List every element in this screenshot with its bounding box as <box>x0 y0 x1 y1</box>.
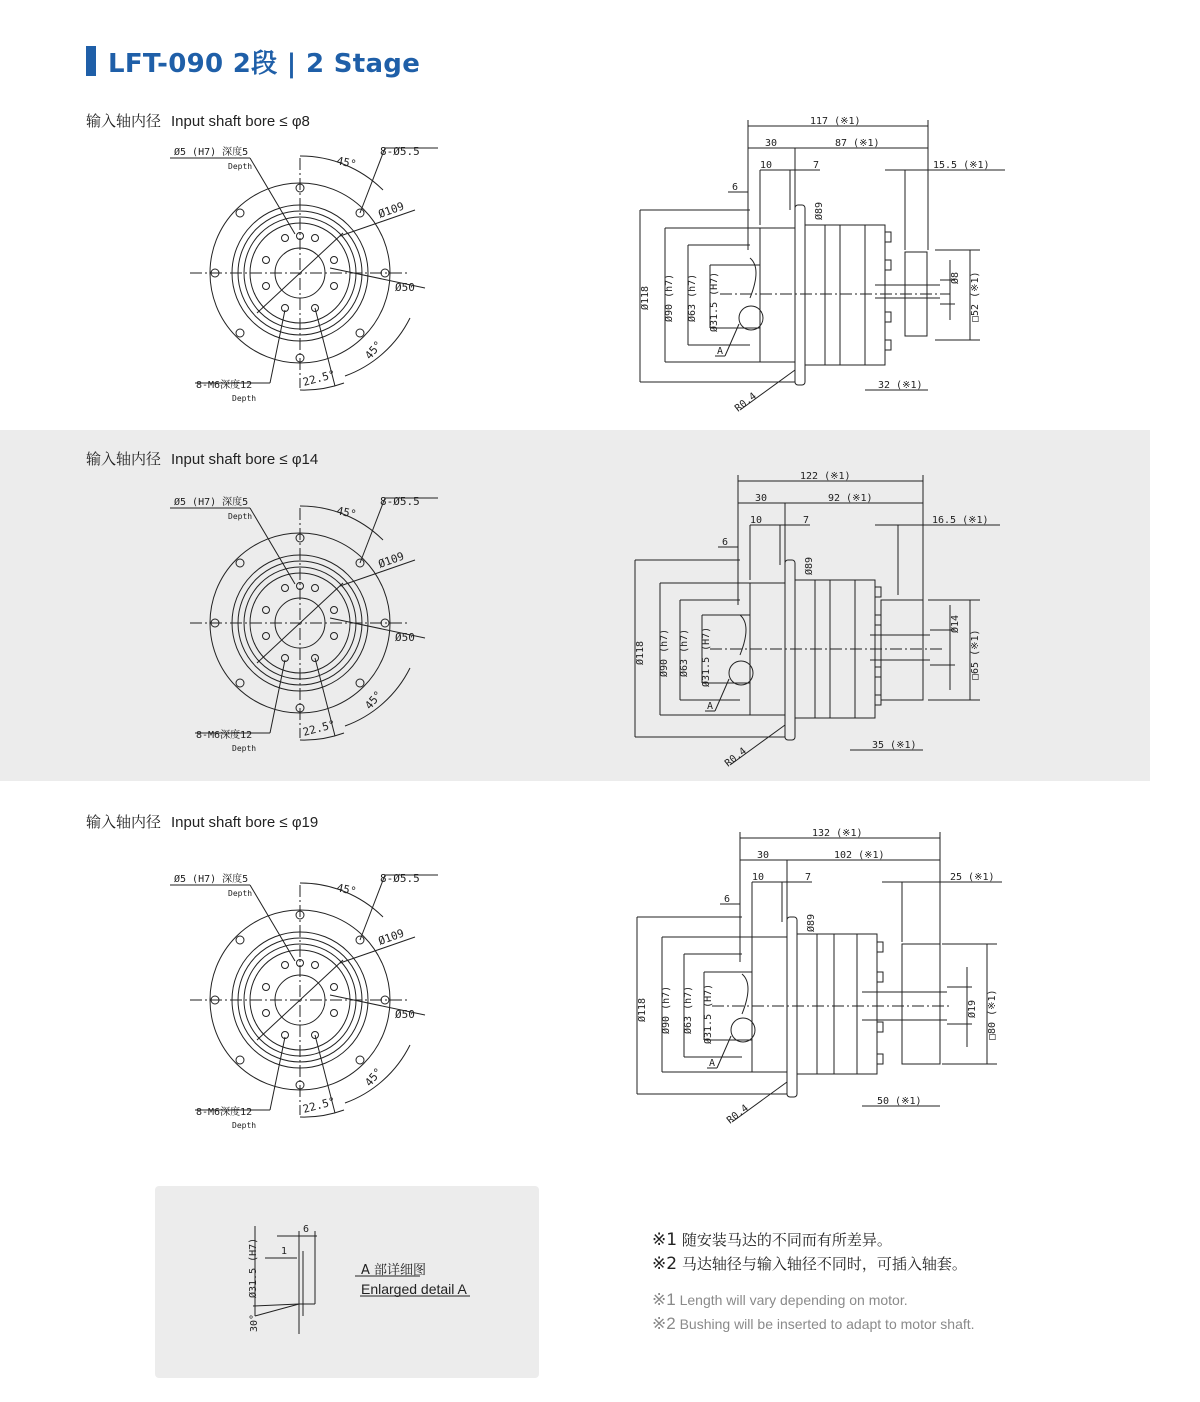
svg-text:10: 10 <box>760 160 773 171</box>
svg-text:Depth: Depth <box>228 162 253 171</box>
svg-text:6: 6 <box>303 1224 310 1235</box>
detail-a-drawing <box>235 1216 495 1346</box>
section-3-label: 输入轴内径 Input shaft bore ≤ φ19 <box>86 813 319 831</box>
svg-text:6: 6 <box>732 182 739 193</box>
section-1-label: 输入轴内径 Input shaft bore ≤ φ8 <box>86 112 310 130</box>
svg-text:6: 6 <box>724 894 731 905</box>
note-en-2: ※2 Bushing will be inserted to adapt to motor shaft. <box>652 1314 975 1333</box>
svg-text:30°: 30° <box>249 1313 260 1332</box>
svg-text:50 (※1): 50 (※1) <box>877 1096 922 1107</box>
svg-text:35 (※1): 35 (※1) <box>872 740 917 751</box>
svg-text:A: A <box>707 701 714 712</box>
svg-text:8-Ø5.5: 8-Ø5.5 <box>380 145 420 158</box>
svg-text:Ø14: Ø14 <box>950 614 961 633</box>
svg-text:Ø50: Ø50 <box>395 631 415 644</box>
svg-text:15.5 (※1): 15.5 (※1) <box>933 160 990 171</box>
note-en-1: ※1 Length will vary depending on motor. <box>652 1290 908 1309</box>
svg-text:7: 7 <box>805 872 812 883</box>
svg-text:Ø63 (h7): Ø63 (h7) <box>683 985 694 1034</box>
svg-text:□80 (※1): □80 (※1) <box>987 989 998 1040</box>
svg-text:30: 30 <box>757 850 770 861</box>
svg-text:Ø109: Ø109 <box>376 549 406 571</box>
svg-text:45°: 45° <box>362 688 386 712</box>
svg-text:25 (※1): 25 (※1) <box>950 872 995 883</box>
note-cn-1: ※1 随安装马达的不同而有所差异。 <box>652 1230 892 1250</box>
svg-text:Enlarged detail A: Enlarged detail A <box>361 1281 467 1297</box>
side-view-1 <box>620 110 1020 420</box>
svg-text:10: 10 <box>750 515 763 526</box>
svg-text:Ø89: Ø89 <box>806 913 817 932</box>
svg-text:22.5°: 22.5° <box>301 367 337 389</box>
svg-text:Ø31.5 (H7): Ø31.5 (H7) <box>701 626 712 687</box>
svg-text:8-M6深度12: 8-M6深度12 <box>196 1107 253 1118</box>
svg-text:8-M6深度12: 8-M6深度12 <box>196 730 253 741</box>
svg-text:10: 10 <box>752 872 765 883</box>
section-2-label: 输入轴内径 Input shaft bore ≤ φ14 <box>86 450 319 468</box>
front-view-2 <box>160 488 460 768</box>
svg-text:32 (※1): 32 (※1) <box>878 380 923 391</box>
svg-text:Ø63 (h7): Ø63 (h7) <box>679 628 690 677</box>
svg-text:Ø5 (H7) 深度5: Ø5 (H7) 深度5 <box>174 147 249 158</box>
svg-text:16.5 (※1): 16.5 (※1) <box>932 515 989 526</box>
title-accent-bar <box>86 46 96 76</box>
svg-text:87 (※1): 87 (※1) <box>835 138 880 149</box>
svg-text:8-Ø5.5: 8-Ø5.5 <box>380 495 420 508</box>
svg-text:Ø90 (h7): Ø90 (h7) <box>659 628 670 677</box>
note-cn-2: ※2 马达轴径与输入轴径不同时，可插入轴套。 <box>652 1254 967 1274</box>
side-view-2 <box>610 465 1010 775</box>
svg-text:117 (※1): 117 (※1) <box>810 116 861 127</box>
svg-text:Ø19: Ø19 <box>967 999 978 1018</box>
svg-text:Ø118: Ø118 <box>637 997 648 1022</box>
svg-text:30: 30 <box>755 493 768 504</box>
svg-text:30: 30 <box>765 138 778 149</box>
svg-text:Ø31.5 (H7): Ø31.5 (H7) <box>248 1237 259 1298</box>
svg-text:Ø50: Ø50 <box>395 281 415 294</box>
svg-text:22.5°: 22.5° <box>301 717 337 739</box>
svg-text:R0.4: R0.4 <box>725 1102 751 1127</box>
svg-text:Ø31.5 (H7): Ø31.5 (H7) <box>709 271 720 332</box>
svg-text:A: A <box>709 1058 716 1069</box>
svg-text:Ø5 (H7) 深度5: Ø5 (H7) 深度5 <box>174 497 249 508</box>
svg-text:Depth: Depth <box>228 512 253 521</box>
svg-text:□52 (※1): □52 (※1) <box>970 271 981 322</box>
front-view-3 <box>160 865 460 1145</box>
svg-text:102 (※1): 102 (※1) <box>834 850 885 861</box>
svg-text:Ø89: Ø89 <box>814 201 825 220</box>
svg-text:Ø118: Ø118 <box>635 640 646 665</box>
svg-text:45°: 45° <box>335 881 358 899</box>
svg-text:45°: 45° <box>362 338 386 362</box>
svg-text:7: 7 <box>803 515 810 526</box>
front-view-1 <box>160 138 460 418</box>
svg-text:Ø109: Ø109 <box>376 199 406 221</box>
svg-text:8-M6深度12: 8-M6深度12 <box>196 380 253 391</box>
svg-text:A: A <box>717 346 724 357</box>
svg-text:Ø63 (h7): Ø63 (h7) <box>687 273 698 322</box>
page-title <box>86 44 420 78</box>
svg-text:Ø31.5 (H7): Ø31.5 (H7) <box>703 983 714 1044</box>
svg-text:Ø118: Ø118 <box>640 285 651 310</box>
svg-text:Depth: Depth <box>232 394 257 403</box>
svg-text:22.5°: 22.5° <box>301 1094 337 1116</box>
svg-text:Ø50: Ø50 <box>395 1008 415 1021</box>
side-view-3 <box>612 822 1012 1132</box>
svg-text:8-Ø5.5: 8-Ø5.5 <box>380 872 420 885</box>
svg-text:Ø109: Ø109 <box>376 926 406 948</box>
svg-text:Ø5 (H7) 深度5: Ø5 (H7) 深度5 <box>174 874 249 885</box>
svg-text:Ø90 (h7): Ø90 (h7) <box>661 985 672 1034</box>
detail-a-panel <box>155 1186 539 1378</box>
svg-text:122 (※1): 122 (※1) <box>800 471 851 482</box>
svg-text:Ø90 (h7): Ø90 (h7) <box>664 273 675 322</box>
svg-text:□65 (※1): □65 (※1) <box>970 629 981 680</box>
svg-text:R0.4: R0.4 <box>733 390 759 415</box>
svg-text:45°: 45° <box>362 1065 386 1089</box>
page-title-text: LFT-090 2段 | 2 Stage <box>108 48 421 79</box>
svg-text:132 (※1): 132 (※1) <box>812 828 863 839</box>
svg-text:1: 1 <box>281 1246 288 1257</box>
svg-text:R0.4: R0.4 <box>723 745 749 770</box>
svg-text:6: 6 <box>722 537 729 548</box>
svg-text:92 (※1): 92 (※1) <box>828 493 873 504</box>
svg-text:Depth: Depth <box>232 1121 257 1130</box>
svg-text:45°: 45° <box>335 154 358 172</box>
svg-text:Ø89: Ø89 <box>804 556 815 575</box>
svg-text:A 部详细图: A 部详细图 <box>361 1263 427 1278</box>
notes-block <box>652 1228 975 1336</box>
svg-text:Ø8: Ø8 <box>950 271 961 284</box>
svg-text:7: 7 <box>813 160 820 171</box>
svg-text:Depth: Depth <box>228 889 253 898</box>
svg-text:Depth: Depth <box>232 744 257 753</box>
svg-text:45°: 45° <box>335 504 358 522</box>
